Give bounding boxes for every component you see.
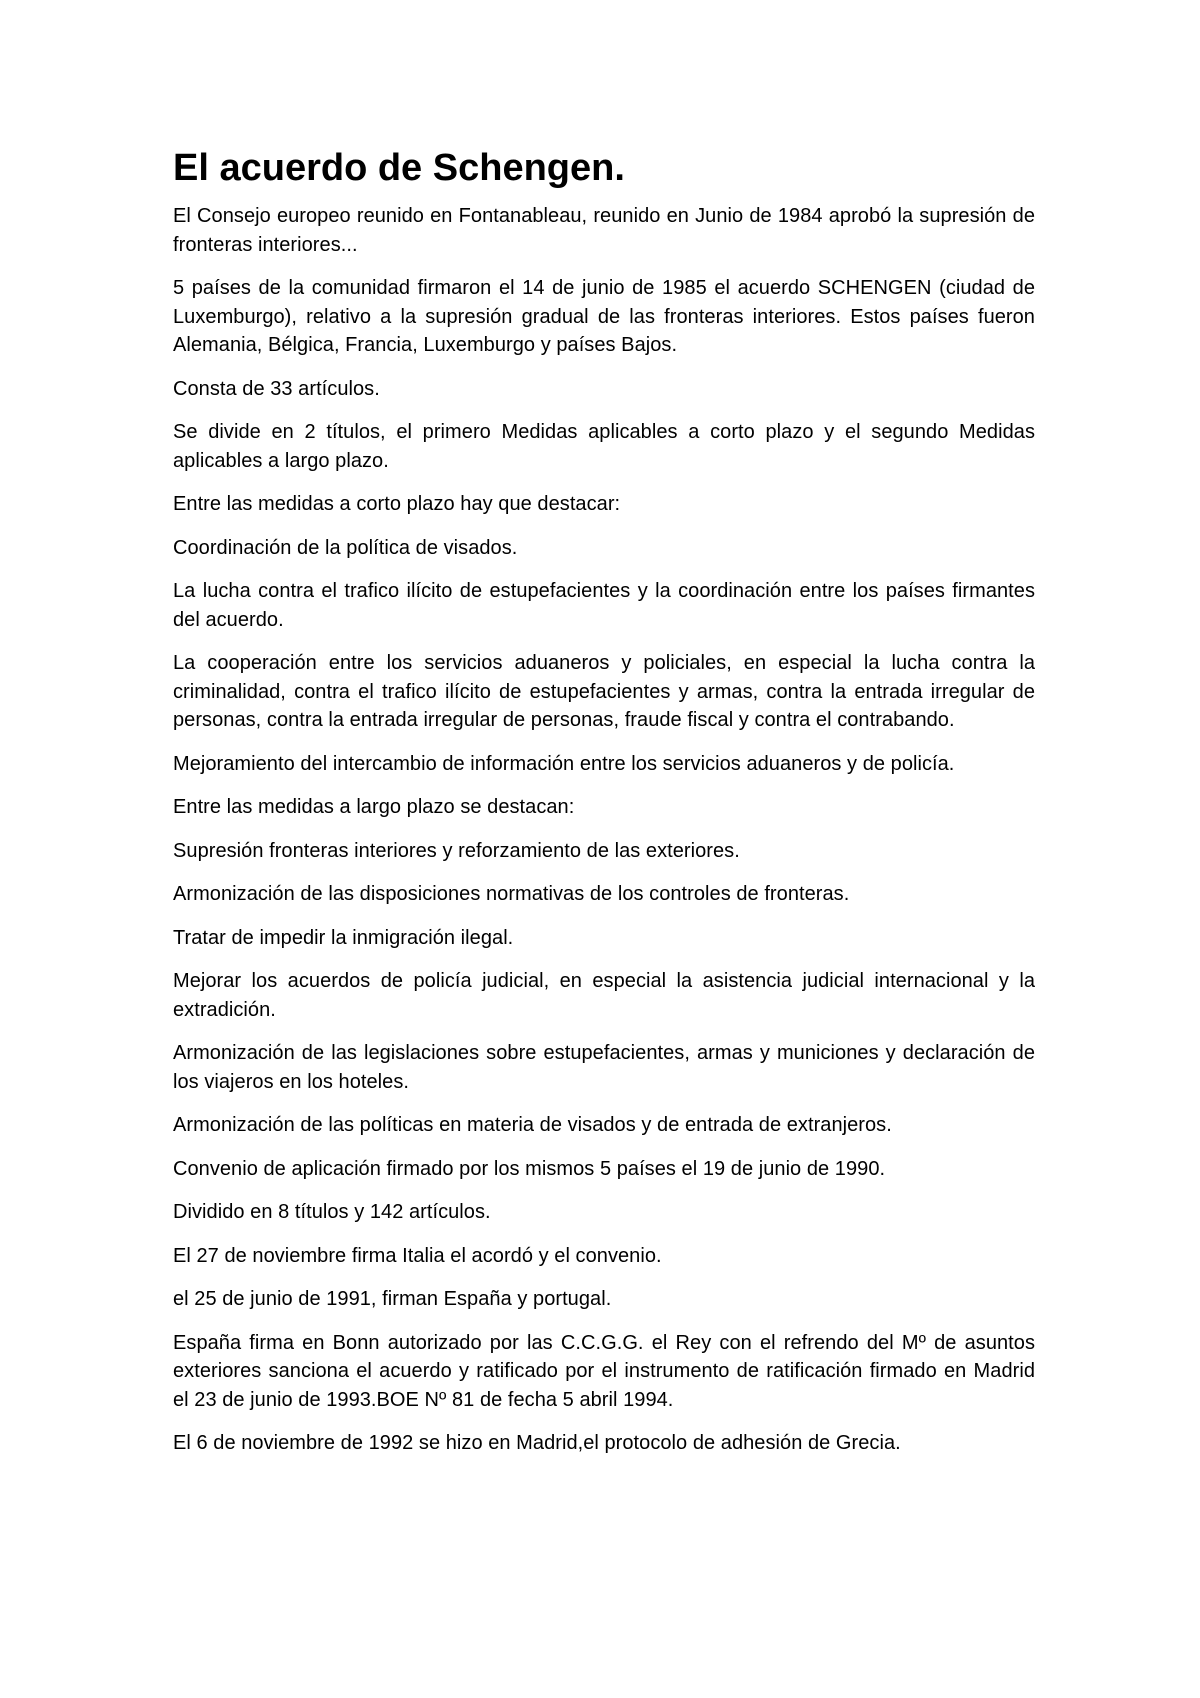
paragraph-estupefacientes: La lucha contra el trafico ilícito de estupefacientes y la coordinación entre los países firmantes del acuerdo. bbox=[173, 580, 1035, 631]
paragraph-titulos: Se divide en 2 títulos, el primero Medidas aplicables a corto plazo y el segundo Medidas aplicables a largo plazo. bbox=[173, 421, 1035, 472]
paragraph-consejo-europeo: El Consejo europeo reunido en Fontanableau, reunido en Junio de 1984 aprobó la supresión de fronteras interiores... bbox=[173, 205, 1035, 256]
document-title: El acuerdo de Schengen. bbox=[173, 147, 625, 189]
paragraph-corto-plazo-intro: Entre las medidas a corto plazo hay que destacar: bbox=[173, 493, 621, 515]
paragraph-visados: Coordinación de la política de visados. bbox=[173, 536, 518, 559]
paragraph-italia: El 27 de noviembre firma Italia el acordó y el convenio. bbox=[173, 1244, 662, 1267]
paragraph-intercambio-informacion: Mejoramiento del intercambio de información entre los servicios aduaneros y de policía. bbox=[173, 752, 955, 775]
paragraph-dividido: Dividido en 8 títulos y 142 artículos. bbox=[173, 1201, 491, 1223]
document-body bbox=[173, 142, 1035, 1473]
paragraph-grecia: El 6 de noviembre de 1992 se hizo en Madrid,el protocolo de adhesión de Grecia. bbox=[173, 1432, 901, 1454]
paragraph-firma-schengen: 5 países de la comunidad firmaron el 14 de junio de 1985 el acuerdo SCHENGEN (ciudad de Luxemburgo), relativo a la supresión gradual de las fronteras interiores. Estos países fueron Alemania, Bélgica, Francia, Luxemburgo y países Bajos. bbox=[173, 277, 1035, 356]
paragraph-convenio-aplicacion: Convenio de aplicación firmado por los mismos 5 países el 19 de junio de 1990. bbox=[173, 1157, 886, 1180]
paragraph-inmigracion: Tratar de impedir la inmigración ilegal. bbox=[173, 926, 514, 949]
paragraph-policia-judicial: Mejorar los acuerdos de policía judicial, en especial la asistencia judicial internacional y la extradición. bbox=[173, 970, 1035, 1021]
paragraph-supresion-fronteras: Supresión fronteras interiores y reforzamiento de las exteriores. bbox=[173, 839, 740, 862]
paragraph-espana-portugal: el 25 de junio de 1991, firman España y portugal. bbox=[173, 1288, 612, 1310]
paragraph-articulos: Consta de 33 artículos. bbox=[173, 377, 380, 400]
paragraph-armonizacion-controles: Armonización de las disposiciones normativas de los controles de fronteras. bbox=[173, 883, 850, 905]
paragraph-largo-plazo-intro: Entre las medidas a largo plazo se destacan: bbox=[173, 796, 575, 818]
paragraph-armonizacion-legislaciones: Armonización de las legislaciones sobre estupefacientes, armas y municiones y declaración de los viajeros en los hoteles. bbox=[173, 1042, 1035, 1093]
paragraph-politicas-visados: Armonización de las políticas en materia de visados y de entrada de extranjeros. bbox=[173, 1114, 892, 1136]
paragraph-espana-bonn: España firma en Bonn autorizado por las C.C.G.G. el Rey con el refrendo del Mº de asuntos exteriores sanciona el acuerdo y ratificado por el instrumento de ratificación firmado en Madrid el 23 de junio de 1993.BOE Nº 81 de fecha 5 abril 1994. bbox=[173, 1331, 1035, 1411]
paragraph-cooperacion: La cooperación entre los servicios aduaneros y policiales, en especial la lucha contra la criminalidad, contra el trafico ilícito de estupefacientes y armas, contra la entrada irregular de personas, contra la entrada irregular de personas, fraude fiscal y contra el contrabando. bbox=[173, 652, 1035, 731]
